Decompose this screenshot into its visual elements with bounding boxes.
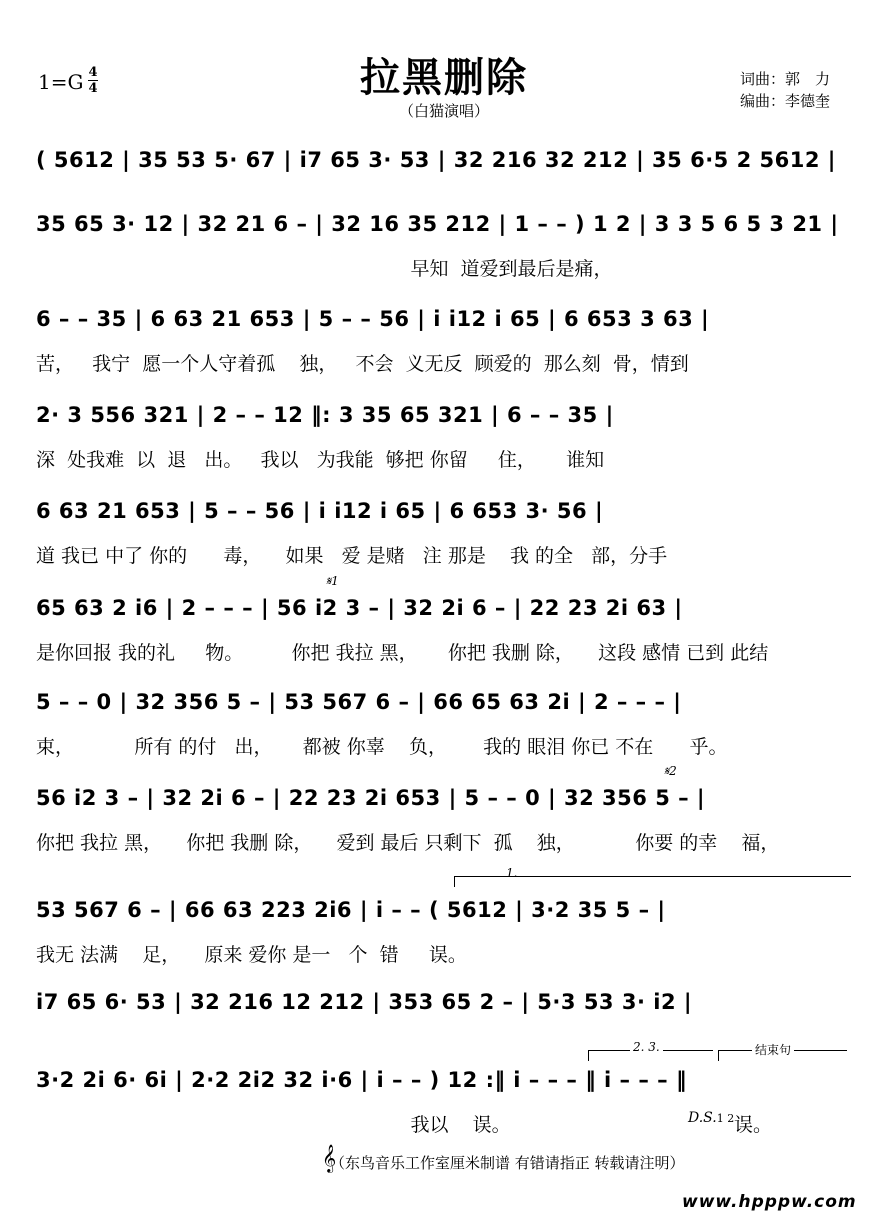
score-row-2: 35 65 3· 12 | 32 21 6 – | 32 16 35 212 | 1 – – ) 1 2 | 3 3 5 6 5 3 21 |: [36, 212, 839, 236]
volta-1-label: 1.: [506, 866, 518, 880]
site-watermark: www.hpppw.com: [682, 1192, 857, 1212]
key-signature: 1=G: [38, 70, 84, 94]
segno-2: 𝄋2: [664, 764, 677, 778]
score-row-11: 3·2 2i 6· 6i | 2·2 2i2 32 i·6 | i – – ) 12 :‖ i – – – ‖ i – – – ‖: [36, 1068, 687, 1092]
footer-note: （东鸟音乐工作室厘米制谱 有错请指正 转载请注明）: [330, 1154, 685, 1172]
score-row-9: 53 567 6 – | 66 63 223 2i6 | i – – ( 5612 | 3·2 35 5 – |: [36, 898, 666, 922]
lyric-row-6: 是你回报 我的礼 物。 你把 我拉 黑， 你把 我删 除， 这段 感情 已到 此结: [36, 642, 769, 664]
ds-text: D.S.: [688, 1110, 717, 1126]
song-title: 拉黑删除: [360, 54, 528, 101]
score-row-1: ( 5612 | 35 53 5· 67 | i7 65 3· 53 | 32 216 32 212 | 35 6·5 2 5612 |: [36, 148, 836, 172]
arranger-credit: 编曲：李德奎: [740, 92, 831, 110]
score-row-6: 65 63 2 i6 | 2 – – – | 56 i2 3 – | 32 2i 6 – | 22 23 2i 63 |: [36, 596, 683, 620]
score-row-8: 56 i2 3 – | 32 2i 6 – | 22 23 2i 653 | 5 – – 0 | 32 356 5 – |: [36, 786, 706, 810]
singer: （白猫演唱）: [398, 102, 489, 120]
segno-1: 𝄋1: [326, 574, 339, 588]
lyric-row-8: 你把 我拉 黑， 你把 我删 除， 爱到 最后 只剩下 孤 独， 你要 的幸 福，: [36, 832, 780, 854]
lyric-row-3: 苦， 我宁 愿一个人守着孤 独， 不会 义无反 顾爱的 那么刻 骨，情到: [36, 353, 689, 375]
lyric-row-9: 我无 法满 足， 原来 爱你 是一 个 错 误。: [36, 944, 467, 966]
lyric-row-11: 我以 误。: [36, 1114, 511, 1136]
lyric-row-7: 束， 所有 的付 出， 都被 你辜 负， 我的 眼泪 你已 不在 乎。: [36, 736, 728, 758]
ending-label: 结束句: [752, 1041, 794, 1058]
score-row-7: 5 – – 0 | 32 356 5 – | 53 567 6 – | 66 65 63 2i | 2 – – – |: [36, 690, 682, 714]
lyricist-credit: 词曲：郭 力: [740, 70, 831, 88]
ds-bars: 1 2: [716, 1112, 735, 1125]
dal-segno-mark: [688, 1110, 734, 1126]
score-row-5: 6 63 21 653 | 5 – – 56 | i i12 i 65 | 6 653 3· 56 |: [36, 499, 604, 523]
volta-23-label: 2. 3.: [630, 1040, 663, 1054]
score-row-4: 2· 3 556 321 | 2 – – 12 ‖: 3 35 65 321 | 6 – – 35 |: [36, 403, 614, 427]
time-signature: [88, 66, 98, 95]
lyric-row-5: 道 我已 中了 你的 毒， 如果 爱 是赌 注 那是 我 的全 部，分手: [36, 545, 668, 567]
time-bottom: 4: [88, 81, 98, 96]
treble-clef-icon: 𝄞: [322, 1144, 337, 1172]
lyric-row-2: 早知 道爱到最后是痛，: [36, 258, 613, 280]
lyric-row-4: 深 处我难 以 退 出。 我以 为我能 够把 你留 住， 谁知: [36, 449, 605, 471]
time-top: 4: [88, 65, 98, 80]
ds-lyric: 误。: [734, 1114, 773, 1136]
score-row-10: i7 65 6· 53 | 32 216 12 212 | 353 65 2 – | 5·3 53 3· i2 |: [36, 990, 693, 1014]
score-row-3: 6 – – 35 | 6 63 21 653 | 5 – – 56 | i i12 i 65 | 6 653 3 63 |: [36, 307, 710, 331]
